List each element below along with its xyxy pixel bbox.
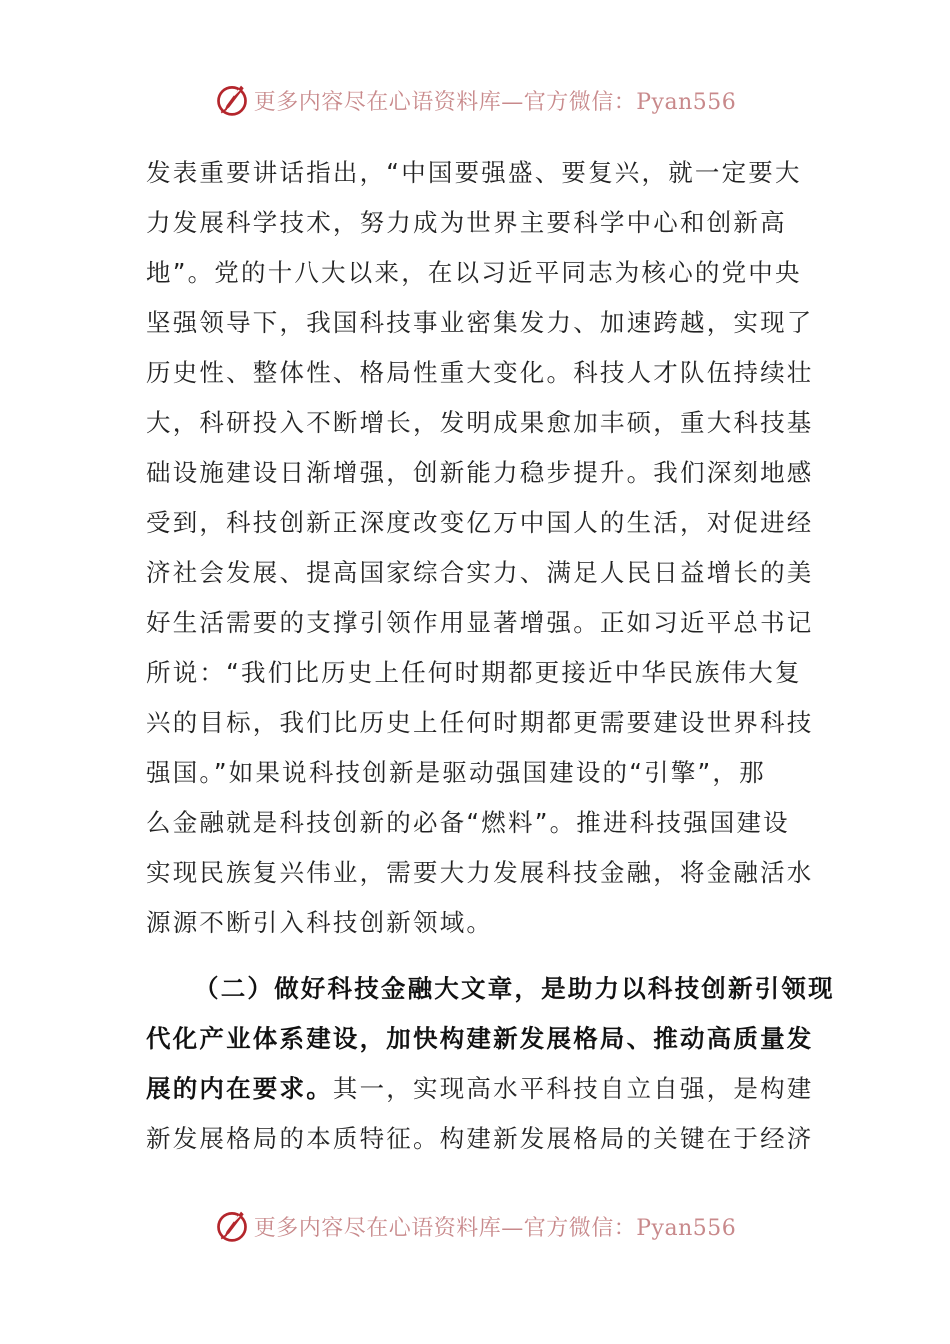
header-banner bbox=[0, 82, 950, 118]
text-line: 力发展科学技术，努力成为世界主要科学中心和创新高 bbox=[146, 208, 787, 237]
text-line: 所说：“我们比历史上任何时期都更接近中华民族伟大复 bbox=[146, 658, 802, 687]
quill-pen-logo-icon bbox=[214, 1208, 250, 1244]
section-heading-line: （二）做好科技金融大文章，是助力以科技创新引领现 bbox=[194, 974, 835, 1003]
text-line: 兴的目标，我们比历史上任何时期都更需要建设世界科技 bbox=[146, 708, 814, 737]
text-line: 实现民族复兴伟业，需要大力发展科技金融，将金融活水 bbox=[146, 858, 814, 887]
footer-banner bbox=[0, 1208, 950, 1244]
text-line: 好生活需要的支撑引领作用显著增强。正如习近平总书记 bbox=[146, 608, 814, 637]
paragraph-1 bbox=[146, 148, 814, 948]
text-segment: 其一，实现高水平科技自立自强，是构建 bbox=[332, 1074, 814, 1103]
quill-pen-logo-icon bbox=[214, 82, 250, 118]
text-line: 济社会发展、提高国家综合实力、满足人民日益增长的美 bbox=[146, 558, 814, 587]
section-heading-line: 代化产业体系建设，加快构建新发展格局、推动高质量发 bbox=[146, 1024, 814, 1053]
text-line: 源源不断引入科技创新领域。 bbox=[146, 908, 494, 937]
banner-text: 更多内容尽在心语资料库—官方微信：Pyan556 bbox=[253, 1215, 737, 1241]
paragraph-2 bbox=[146, 964, 835, 1164]
text-line: 强国。”如果说科技创新是驱动强国建设的“引擎”，那 bbox=[146, 758, 766, 787]
document-body bbox=[146, 148, 835, 1164]
text-line: 发表重要讲话指出，“中国要强盛、要复兴，就一定要大 bbox=[146, 158, 802, 187]
text-line: 大，科研投入不断增长，发明成果愈加丰硕，重大科技基 bbox=[146, 408, 814, 437]
text-line: 础设施建设日渐增强，创新能力稳步提升。我们深刻地感 bbox=[146, 458, 814, 487]
banner-text: 更多内容尽在心语资料库—官方微信：Pyan556 bbox=[253, 89, 737, 115]
text-line: 地”。党的十八大以来，在以习近平同志为核心的党中央 bbox=[146, 258, 802, 287]
section-heading-tail: 展的内在要求。 bbox=[146, 1074, 333, 1103]
text-line: 坚强领导下，我国科技事业密集发力、加速跨越，实现了 bbox=[146, 308, 814, 337]
text-line: 历史性、整体性、格局性重大变化。科技人才队伍持续壮 bbox=[146, 358, 814, 387]
text-line bbox=[146, 1064, 814, 1114]
text-line: 么金融就是科技创新的必备“燃料”。推进科技强国建设 bbox=[146, 808, 790, 837]
text-line: 受到，科技创新正深度改变亿万中国人的生活，对促进经 bbox=[146, 508, 814, 537]
text-line: 新发展格局的本质特征。构建新发展格局的关键在于经济 bbox=[146, 1124, 814, 1153]
